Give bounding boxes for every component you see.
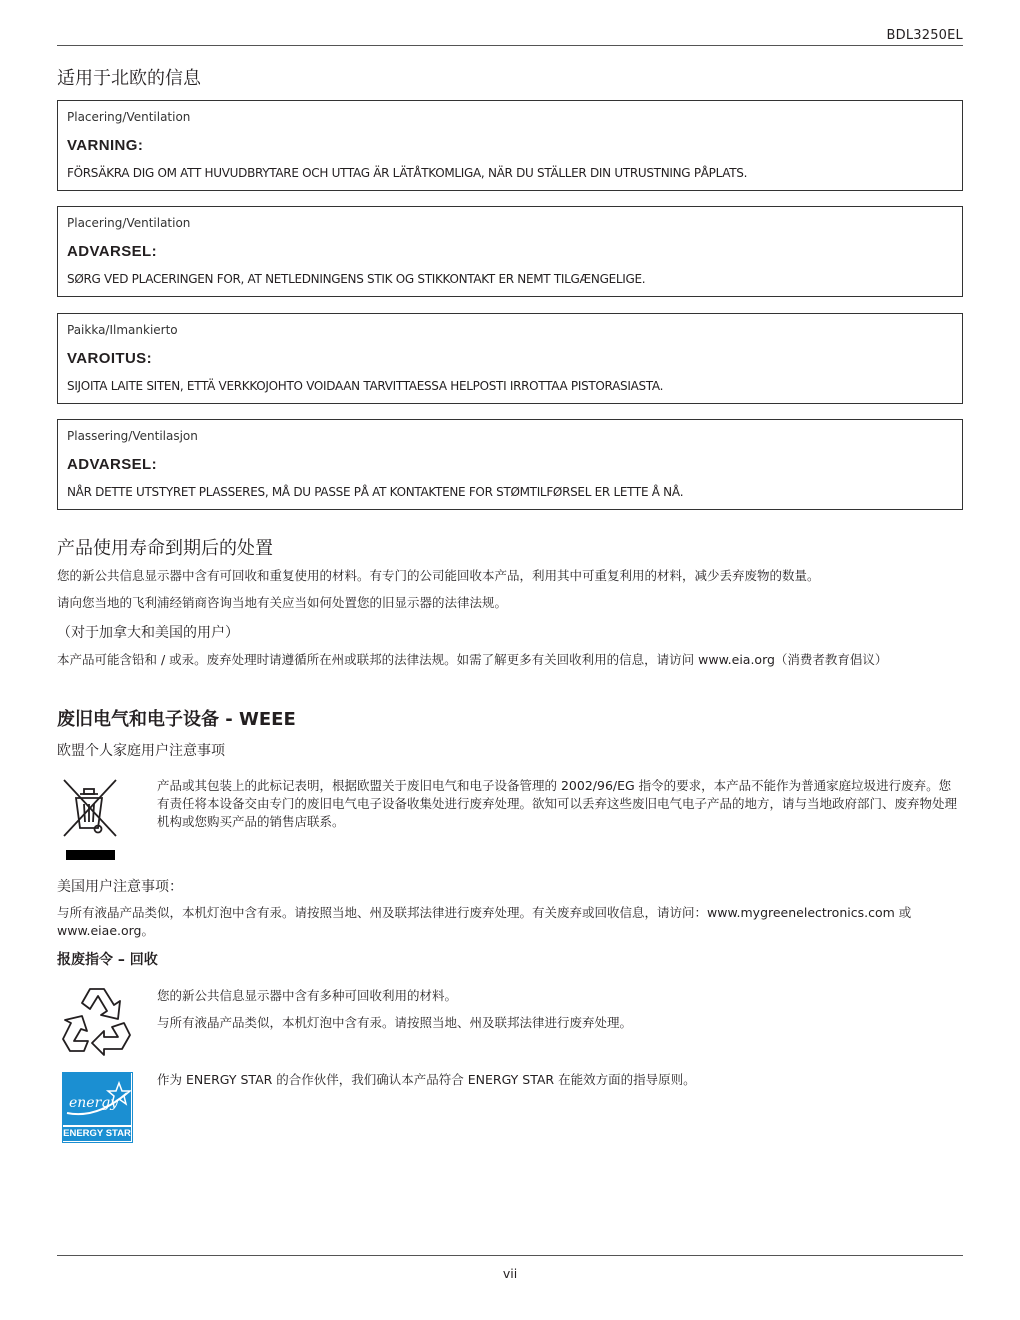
footer-rule — [57, 1255, 963, 1256]
us-subtitle: 美国用户注意事项： — [57, 879, 183, 895]
nordic-title: 适用于北欧的信息 — [57, 68, 201, 89]
recycle-icon — [60, 983, 134, 1057]
energy-star-label: ENERGY STAR — [63, 1128, 131, 1139]
eu-subtitle: 欧盟个人家庭用户注意事项 — [57, 743, 225, 759]
warning-text: SØRG VED PLACERINGEN FOR, AT NETLEDNINGENS STIK OG STIKKONTAKT ER NEMT TILGÆNGELIGE. — [67, 272, 646, 286]
placement-label: Paikka/Ilmankierto — [67, 323, 178, 337]
recycle-text-1: 您的新公共信息显示器中含有多种可回收利用的材料。 — [157, 988, 458, 1003]
placement-label: Placering/Ventilation — [67, 216, 191, 230]
weee-title: 废旧电气和电子设备 - WEEE — [57, 709, 296, 730]
warning-label: ADVARSEL: — [67, 243, 157, 260]
warning-text: NÅR DETTE UTSTYRET PLASSERES, MÅ DU PASSE PÅ AT KONTAKTENE FOR STØMTILFØRSEL ER LETTE Å NÅ. — [67, 485, 684, 499]
us-notice-text: 与所有液晶产品类似，本机灯泡中含有汞。请按照当地、州及联邦法律进行废弃处理。有关废弃或回收信息，请访问：www.mygreenelectronics.com 或 www.eiae.org。 — [57, 905, 912, 938]
warning-text: FÖRSÄKRA DIG OM ATT HUVUDBRYTARE OCH UTTAG ÄR LÄTÅTKOMLIGA, NÄR DU STÄLLER DIN UTRUSTNING PÅPLATS. — [67, 166, 748, 180]
recycle-text-2: 与所有液晶产品类似，本机灯泡中含有汞。请按照当地、州及联邦法律进行废弃处理。 — [157, 1015, 633, 1030]
model-number: BDL3250EL — [886, 28, 963, 43]
eu-notice-text: 产品或其包装上的此标记表明，根据欧盟关于废旧电气和电子设备管理的 2002/96/EG 指令的要求，本产品不能作为普通家庭垃圾进行废弃。您有责任将本设备交由专门的废旧电气电子设备收集处进行废弃处理。欲知可以丢弃这些废旧电气电子产品的地方，请与当地政府部门、废弃物处理机构或您购买产品的销售店联系。 — [157, 778, 958, 829]
eol-subtitle: （对于加拿大和美国的用户） — [57, 625, 239, 641]
eol-paragraph-2: 请向您当地的飞利浦经销商咨询当地有关应当如何处置您的旧显示器的法律法规。 — [57, 595, 508, 610]
warning-box-swedish — [57, 100, 963, 191]
warning-label: ADVARSEL: — [67, 456, 157, 473]
recycle-subtitle: 报废指令 – 回收 — [57, 952, 158, 968]
eol-paragraph-1: 您的新公共信息显示器中含有可回收和重复使用的材料。有专门的公司能回收本产品，利用其中可重复利用的材料，减少丢弃废物的数量。 — [57, 568, 820, 583]
page-number: vii — [502, 1266, 518, 1281]
page-header — [57, 28, 963, 46]
warning-label: VAROITUS: — [67, 350, 152, 367]
warning-box-danish — [57, 206, 963, 297]
warning-box-norwegian — [57, 419, 963, 510]
warning-text: SIJOITA LAITE SITEN, ETTÄ VERKKOJOHTO VOIDAAN TARVITTAESSA HELPOSTI IRROTTAA PISTORASIASTA. — [67, 379, 664, 393]
warning-box-finnish — [57, 313, 963, 404]
eol-paragraph-3: 本产品可能含铅和 / 或汞。废弃处理时请遵循所在州或联邦的法律法规。如需了解更多有关回收利用的信息，请访问 www.eia.org（消费者教育倡议） — [57, 652, 888, 667]
energy-star-logo — [62, 1072, 133, 1143]
energy-star-text: 作为 ENERGY STAR 的合作伙伴，我们确认本产品符合 ENERGY STAR 在能效方面的指导原则。 — [157, 1072, 696, 1087]
placement-label: Placering/Ventilation — [67, 110, 191, 124]
crossed-bin-icon — [58, 774, 122, 862]
eol-title: 产品使用寿命到期后的处置 — [57, 538, 273, 559]
svg-text:energy: energy — [69, 1095, 119, 1111]
warning-label: VARNING: — [67, 137, 144, 154]
placement-label: Plassering/Ventilasjon — [67, 429, 198, 443]
